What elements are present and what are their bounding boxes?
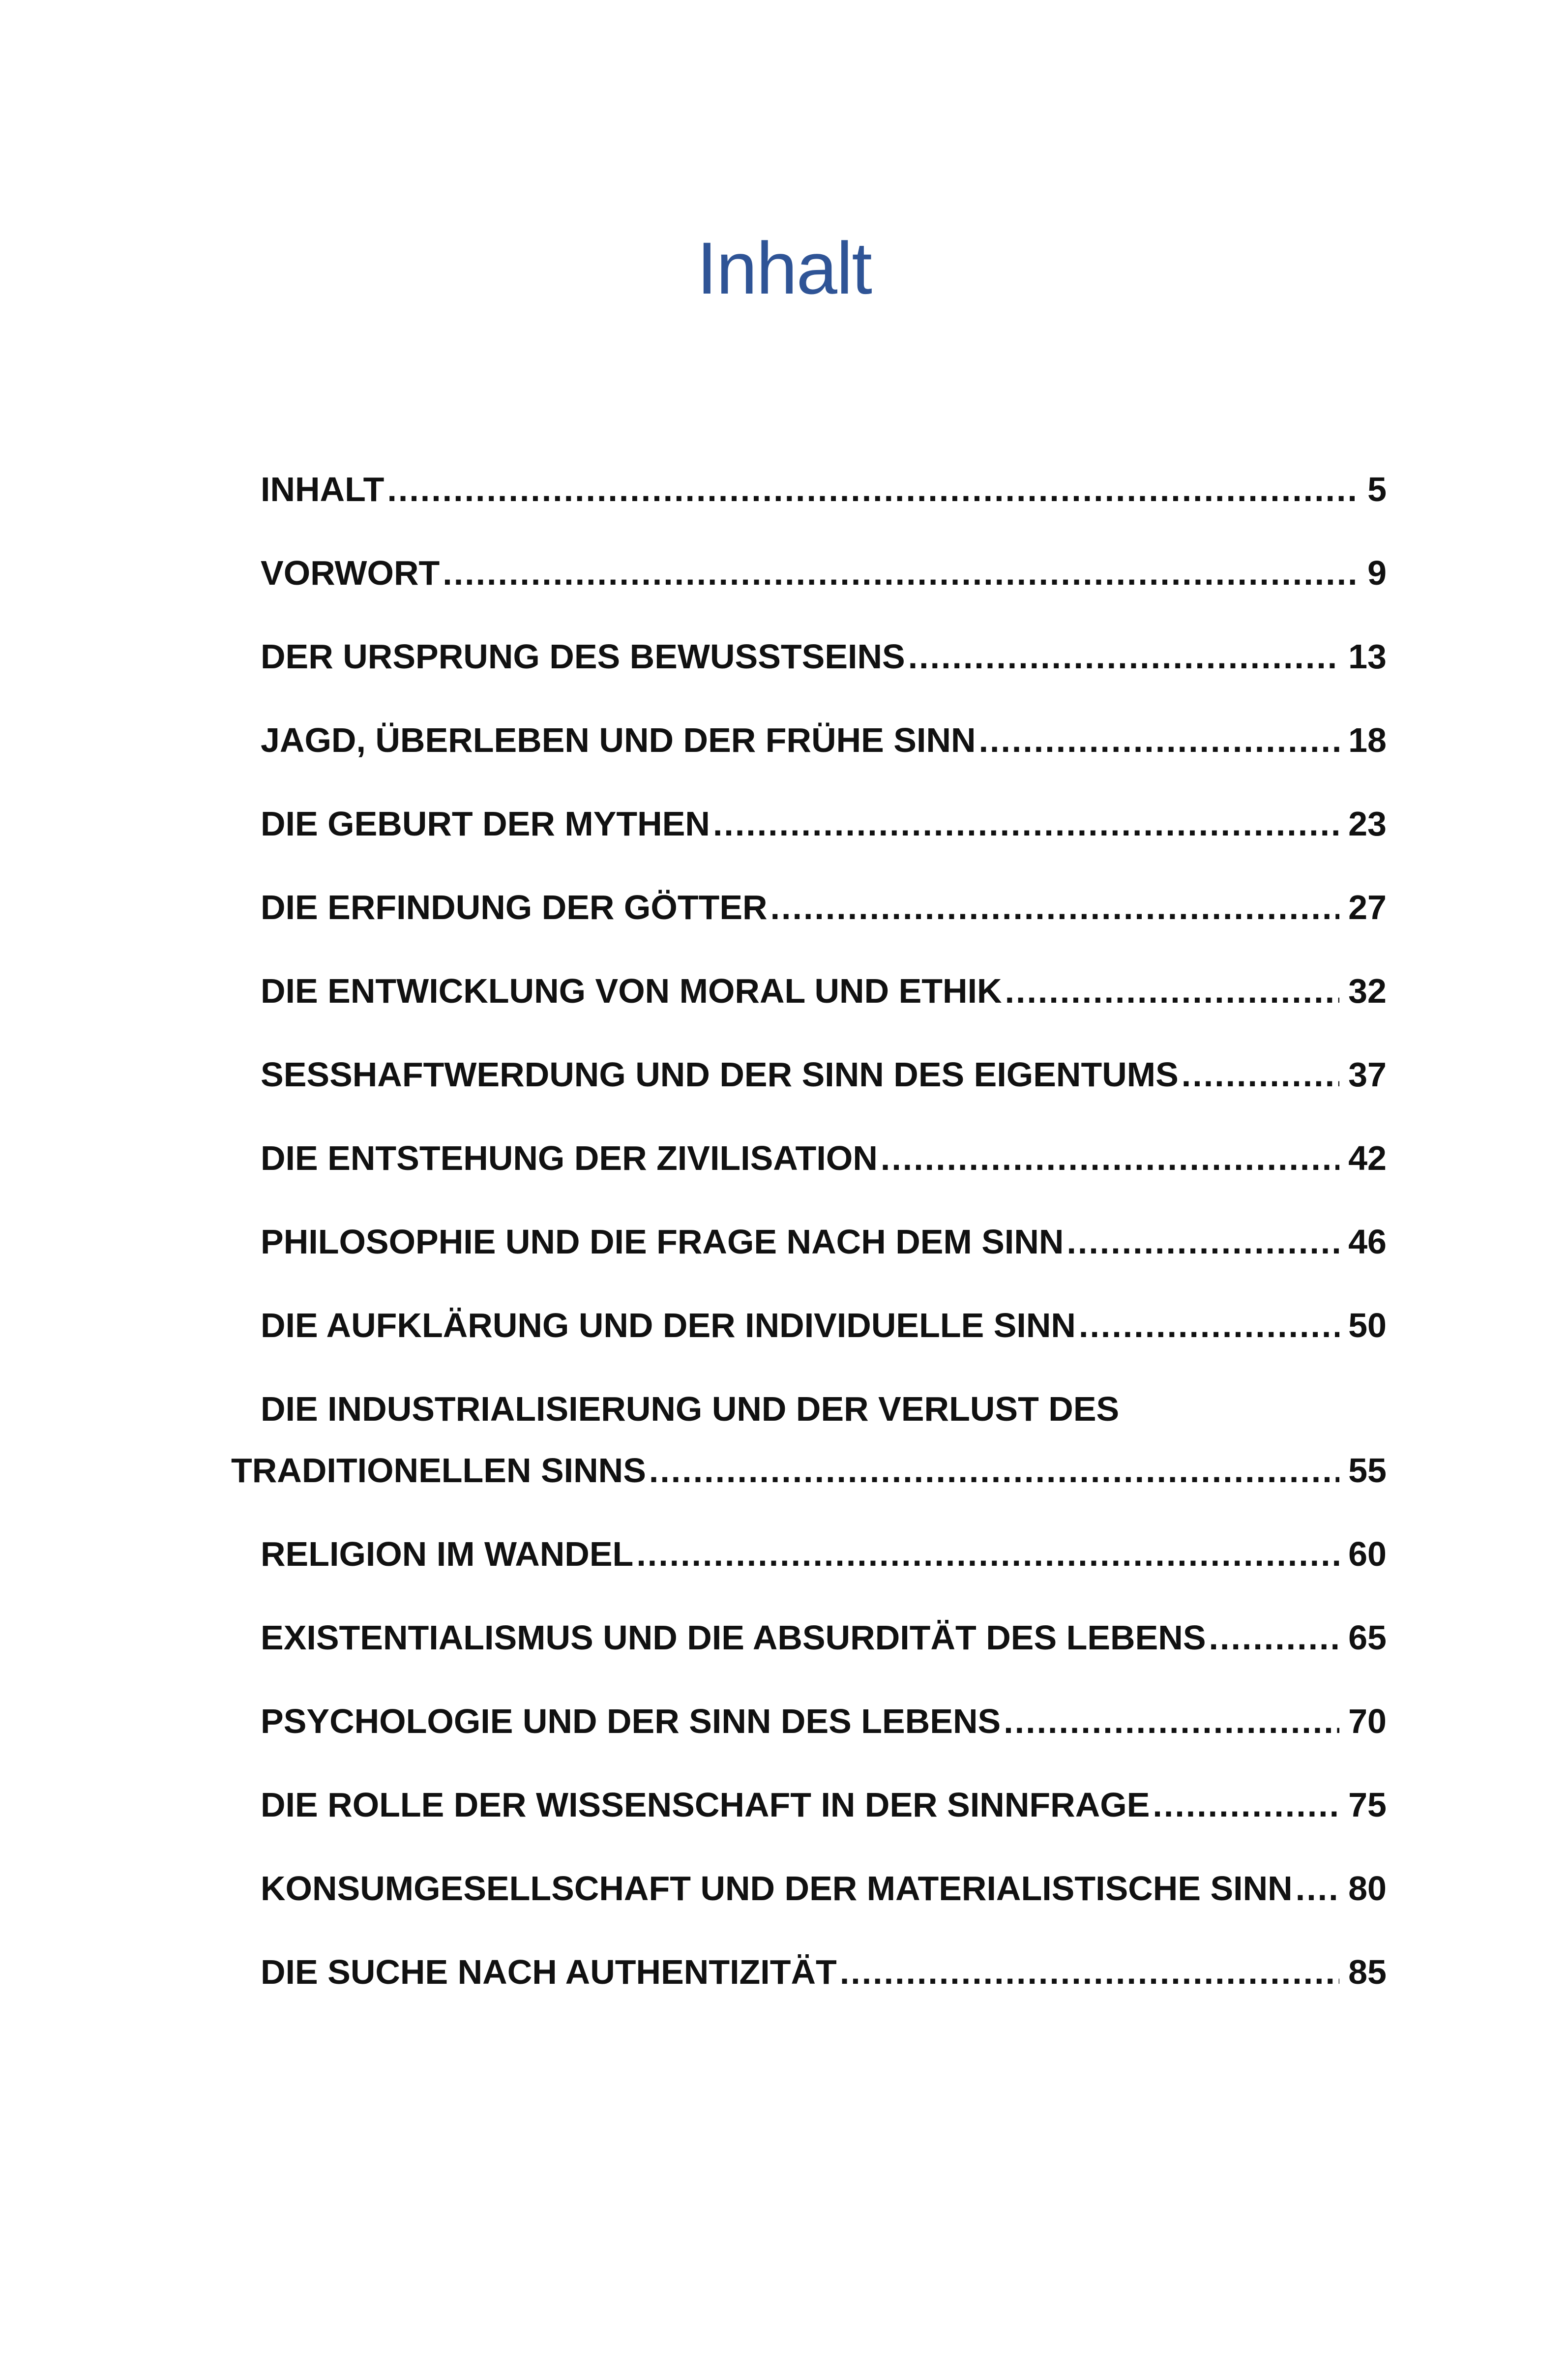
toc-entry-page: 46 (1348, 1223, 1387, 1261)
toc-entry[interactable] (231, 1390, 1387, 1537)
toc-entry[interactable] (261, 1537, 1387, 1620)
toc-entry-label: EXISTENTIALISMUS UND DIE ABSURDITÄT DES LEBENS (261, 1618, 1206, 1657)
toc-dot-leader (881, 1141, 1339, 1175)
toc-entry-label: PHILOSOPHIE UND DIE FRAGE NACH DEM SINN (261, 1223, 1064, 1261)
toc-dot-leader (1296, 1871, 1339, 1906)
toc-dot-leader (1079, 1308, 1339, 1343)
toc-entry-label: DIE ERFINDUNG DER GÖTTER (261, 888, 768, 926)
toc-dot-leader (908, 639, 1339, 674)
toc-entry-label: SESSHAFTWERDUNG UND DER SINN DES EIGENTUMS (261, 1055, 1179, 1094)
toc-entry-label-line1: DIE INDUSTRIALISIERUNG UND DER VERLUST DES (261, 1390, 1120, 1428)
toc-entry[interactable] (261, 1871, 1387, 1955)
toc-entry-page: 85 (1348, 1953, 1387, 1991)
toc-dot-leader (1004, 1704, 1339, 1738)
toc-entry-page: 50 (1348, 1306, 1387, 1344)
toc-entry[interactable] (261, 639, 1387, 723)
toc-entry-label: INHALT (261, 470, 385, 508)
toc-entry-page: 13 (1348, 637, 1387, 676)
toc-entry-label: RELIGION IM WANDEL (261, 1535, 634, 1573)
toc-entry[interactable] (261, 1224, 1387, 1308)
toc-dot-leader (770, 890, 1340, 925)
toc-entry-label: PSYCHOLOGIE UND DER SINN DES LEBENS (261, 1702, 1001, 1740)
toc-entry-label: DIE ROLLE DER WISSENSCHAFT IN DER SINNFRAGE (261, 1786, 1150, 1824)
toc-entry-page: 55 (1348, 1451, 1387, 1490)
toc-entry-page: 42 (1348, 1139, 1387, 1177)
toc-entry-page: 70 (1348, 1702, 1387, 1740)
toc-entry-page: 75 (1348, 1786, 1387, 1824)
toc-entry-page: 5 (1367, 470, 1387, 508)
toc-entry[interactable] (261, 556, 1387, 639)
toc-entry[interactable] (261, 1308, 1387, 1392)
toc-entry-page: 32 (1348, 972, 1387, 1010)
toc-entry-page: 80 (1348, 1869, 1387, 1908)
toc-entry-label: JAGD, ÜBERLEBEN UND DER FRÜHE SINN (261, 721, 976, 759)
toc-dot-leader (1153, 1788, 1339, 1822)
toc-dot-leader (840, 1955, 1339, 1989)
toc-dot-leader (1005, 974, 1340, 1008)
toc-entry-page: 60 (1348, 1535, 1387, 1573)
toc-entry[interactable] (261, 974, 1387, 1057)
toc-entry-page: 27 (1348, 888, 1387, 926)
toc-entry-page: 9 (1367, 554, 1387, 592)
toc-entry[interactable] (261, 1788, 1387, 1871)
toc-entry-label: DIE ENTWICKLUNG VON MORAL UND ETHIK (261, 972, 1002, 1010)
toc-entry-page: 65 (1348, 1618, 1387, 1657)
toc-entry-page: 37 (1348, 1055, 1387, 1094)
toc-entry-label: DIE SUCHE NACH AUTHENTIZITÄT (261, 1953, 837, 1991)
toc-entry-label: KONSUMGESELLSCHAFT UND DER MATERIALISTISCHE SINN (261, 1869, 1293, 1908)
toc-entry[interactable] (261, 1704, 1387, 1788)
toc-entry[interactable] (261, 1057, 1387, 1141)
toc-entry-label: DIE ENTSTEHUNG DER ZIVILISATION (261, 1139, 878, 1177)
toc-entry[interactable] (261, 472, 1387, 556)
toc-dot-leader (1066, 1224, 1339, 1259)
toc-entry[interactable] (261, 806, 1387, 890)
page-title: Inhalt (697, 227, 871, 309)
toc-dot-leader (443, 556, 1359, 590)
toc-entry[interactable] (261, 1955, 1387, 2038)
toc-entry[interactable] (261, 1141, 1387, 1224)
toc-entry-label: VORWORT (261, 554, 440, 592)
table-of-contents (231, 470, 1387, 2038)
toc-dot-leader (1182, 1057, 1339, 1092)
toc-dot-leader (636, 1537, 1339, 1571)
toc-entry-label: DER URSPRUNG DES BEWUSSTSEINS (261, 637, 905, 676)
toc-dot-leader (979, 723, 1340, 757)
toc-dot-leader (649, 1453, 1339, 1488)
toc-entry-label: DIE GEBURT DER MYTHEN (261, 805, 710, 843)
toc-entry-label: TRADITIONELLEN SINNS (231, 1451, 646, 1490)
toc-entry-page: 23 (1348, 805, 1387, 843)
toc-dot-leader (713, 806, 1339, 841)
toc-entry-page: 18 (1348, 721, 1387, 759)
toc-dot-leader (1209, 1620, 1340, 1655)
toc-dot-leader (387, 472, 1359, 507)
toc-entry[interactable] (261, 1620, 1387, 1704)
toc-entry[interactable] (261, 723, 1387, 806)
toc-entry-label: DIE AUFKLÄRUNG UND DER INDIVIDUELLE SINN (261, 1306, 1076, 1344)
toc-entry[interactable] (261, 890, 1387, 974)
